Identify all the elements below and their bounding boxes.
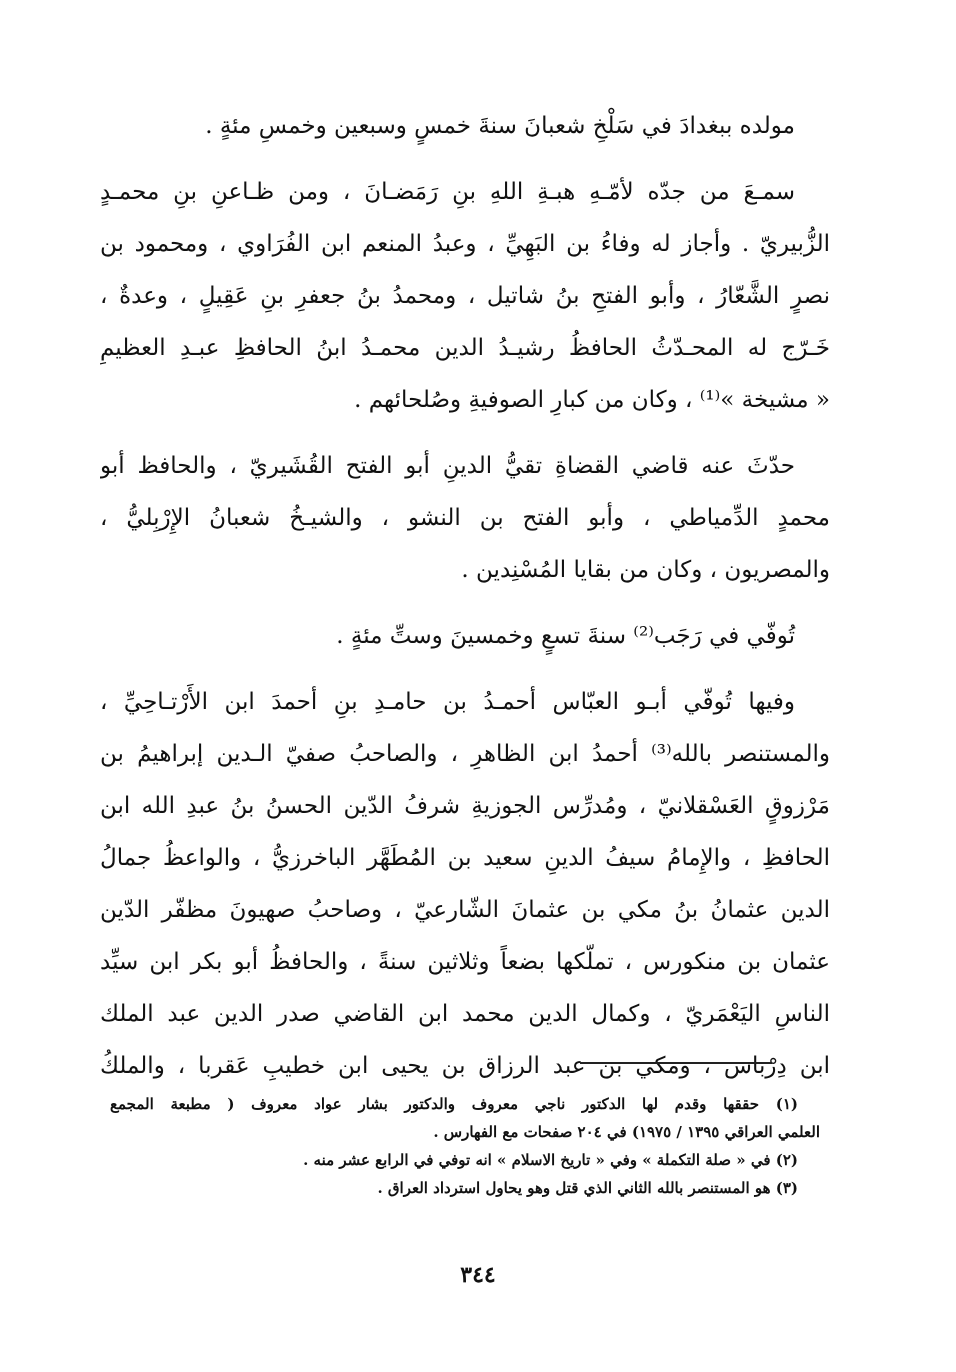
body-text-line: الناسِ اليَعْمَريّ ، وكمال الدين محمد ابن القاضي صدر الدين عبد الملك [100,1001,830,1027]
body-text-line: الحافظِ ، والإِمامُ سيفُ الدينِ سعيد بن المُطَهَّر الباخرزيُّ ، والواعظُ جمالُ [100,845,830,871]
body-text-line: مَرْزوقٍ العَسْقلانيّ ، ومُدرِّس الجوزيةِ شرفُ الدّين الحسنُ بنُ عبدِ الله ابن [100,793,830,819]
body-text-line: الزُّبيريّ . وأجاز له وفاءُ بن البَهِيِّ ، وعبدُ المنعم ابن الفُرَاوي ، ومحمود بن [100,231,830,257]
paragraph-gap [100,152,830,166]
body-text-line: ابن دِرْباس ، ومكي بن عبد الرزاق بن يحيى ابن خطيبِ عَقربا ، والملكُ [100,1053,830,1079]
footnote-line: (١) حققها وقدم لها الدكتور ناجي معروف والدكتور بشار عواد معروف ( مطبعة المجمع [110,1095,798,1113]
paragraph-gap [100,662,830,676]
body-text-line: خَـرّج له المحـدّثُ الحافظُ رشيـدُ الدين محمـدُ ابنُ الحافظِ عبـدِ العظيمِ [100,335,830,361]
body-text-line: سمـعَ من جدّه لأمّـهِ هبـةِ اللهِ بنِ رَمَضـانَ ، ومن ظـاعنِ بنِ محمـدٍ [100,179,795,205]
body-text-line: حدّثَ عنه قاضي القضاةِ تقيُّ الدينِ أبو الفتح القُشَيريّ ، والحافظ أبو [100,453,795,479]
paragraph-gap [100,596,830,610]
footnote-line: (٣) هو المستنصر بالله الثاني الذي قتل وهو يحاول استرداد العراق . [377,1179,798,1197]
body-text-line: الدين عثمانُ بنُ مكي بن عثمانَ الشّارعيّ ، وصاحبُ صهيونَ مظفّر الدّين [100,897,830,923]
body-text-line: نصرٍ الشَّعّارُ ، وأبو الفتحِ بنُ شاتيل ، ومحمدُ بنُ جعفرِ بنِ عَقِيلٍ ، وعدةٌ ، [100,283,830,309]
footnote-line: العلمي العراقي ١٣٩٥ / ١٩٧٥) في ٢٠٤ صفحات مع الفهارس . [433,1123,820,1141]
main-text [100,100,830,1092]
body-text-line: والمستنصر بالله⁽³⁾ أحمدُ ابن الظاهرِ ، والصاحبُ صفيّ الـدين إبراهيمُ بن [100,741,830,767]
footnotes [110,1090,820,1202]
footnote-line: (٢) في « صلة التكملة » وفي « تاريخ الاسلام » انه توفي في الرابع عشر منه . [303,1151,798,1169]
body-text-line: مولده ببغدادَ في سَلْخِ شعبانَ سنةَ خمسٍ وسبعين وخمسِ مئةٍ . [205,113,795,139]
body-text-line: عثمان بن منكورس ، تملّكها بضعاً وثلاثين سنةً ، والحافظُ أبو بكر ابن سيِّد [100,949,830,975]
paragraph-gap [100,426,830,440]
body-text-line: تُوفّي في رَجَب⁽²⁾ سنةَ تسعٍ وخمسينَ وستِّ مئةٍ . [336,623,795,649]
body-text-line: والمصريون ، وكان من بقايا المُسْنِدين . [461,557,830,583]
page-number: ٣٤٤ [460,1262,496,1288]
footnote-separator [580,1062,772,1064]
body-text-line: محمدٍ الدِّمياطي ، وأبو الفتح بن النشو ، والشيـخُ شعبانُ الإِرْبِليُّ ، [100,505,830,531]
body-text-line: وفيها تُوفّي أبـو العبّاس أحمـدُ بن حامـدِ بنِ أحمدَ ابن الأَرْتـاحِيِّ ، [100,689,795,715]
body-text-line: « مشيخة »⁽¹⁾ ، وكان من كبارِ الصوفيةِ وصُلحائهم . [354,387,830,413]
